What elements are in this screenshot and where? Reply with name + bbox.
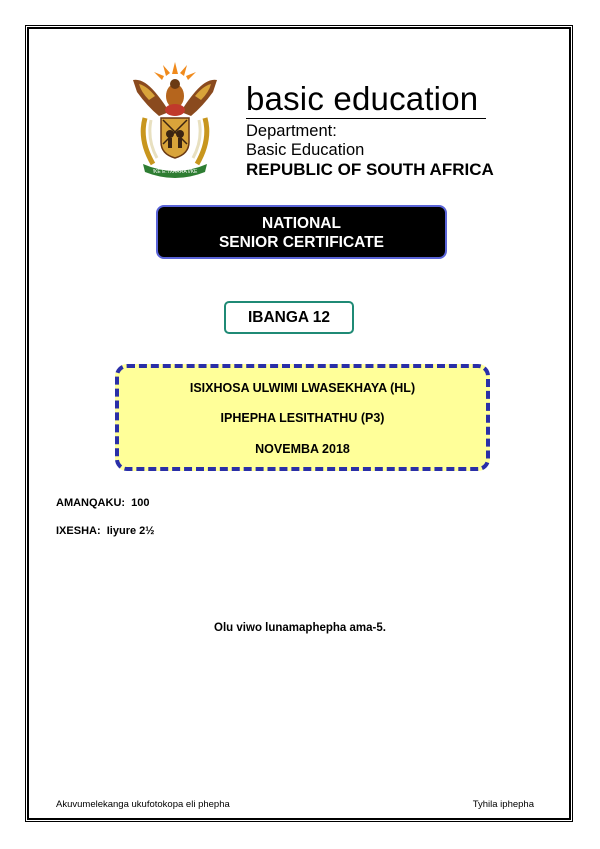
brand-divider bbox=[246, 118, 486, 119]
marks-row bbox=[56, 497, 150, 509]
paper-title: IPHEPHA LESITHATHU (P3) bbox=[220, 411, 385, 425]
exam-date: NOVEMBA 2018 bbox=[255, 442, 350, 456]
time-value: Iiyure 2½ bbox=[106, 525, 155, 537]
country-name: REPUBLIC OF SOUTH AFRICA bbox=[246, 160, 494, 179]
marks-label: AMANQAKU: bbox=[56, 497, 126, 509]
footer-copy-notice: Akuvumelekanga ukufotokopa eli phepha bbox=[56, 799, 230, 810]
department-name: Basic Education bbox=[246, 141, 365, 159]
coat-of-arms-logo bbox=[125, 60, 225, 180]
brand-title: basic education bbox=[246, 80, 479, 117]
subject-box bbox=[115, 364, 490, 471]
time-label: IXESHA: bbox=[56, 525, 101, 537]
marks-value: 100 bbox=[131, 497, 150, 509]
footer-turn-page: Tyhila iphepha bbox=[472, 799, 534, 810]
certificate-line1: NATIONAL bbox=[262, 215, 341, 232]
coat-motto-text: !KE E: /XARRA //KE bbox=[152, 169, 198, 175]
subject-title: ISIXHOSA ULWIMI LWASEKHAYA (HL) bbox=[189, 381, 416, 395]
certificate-banner bbox=[156, 205, 447, 259]
page-count-note: Olu viwo lunamaphepha ama-5. bbox=[214, 622, 386, 634]
time-row bbox=[56, 525, 154, 537]
department-block bbox=[246, 122, 494, 179]
department-label: Department: bbox=[246, 122, 337, 140]
grade-badge: IBANGA 12 bbox=[224, 301, 354, 334]
certificate-line2: SENIOR CERTIFICATE bbox=[218, 234, 385, 251]
